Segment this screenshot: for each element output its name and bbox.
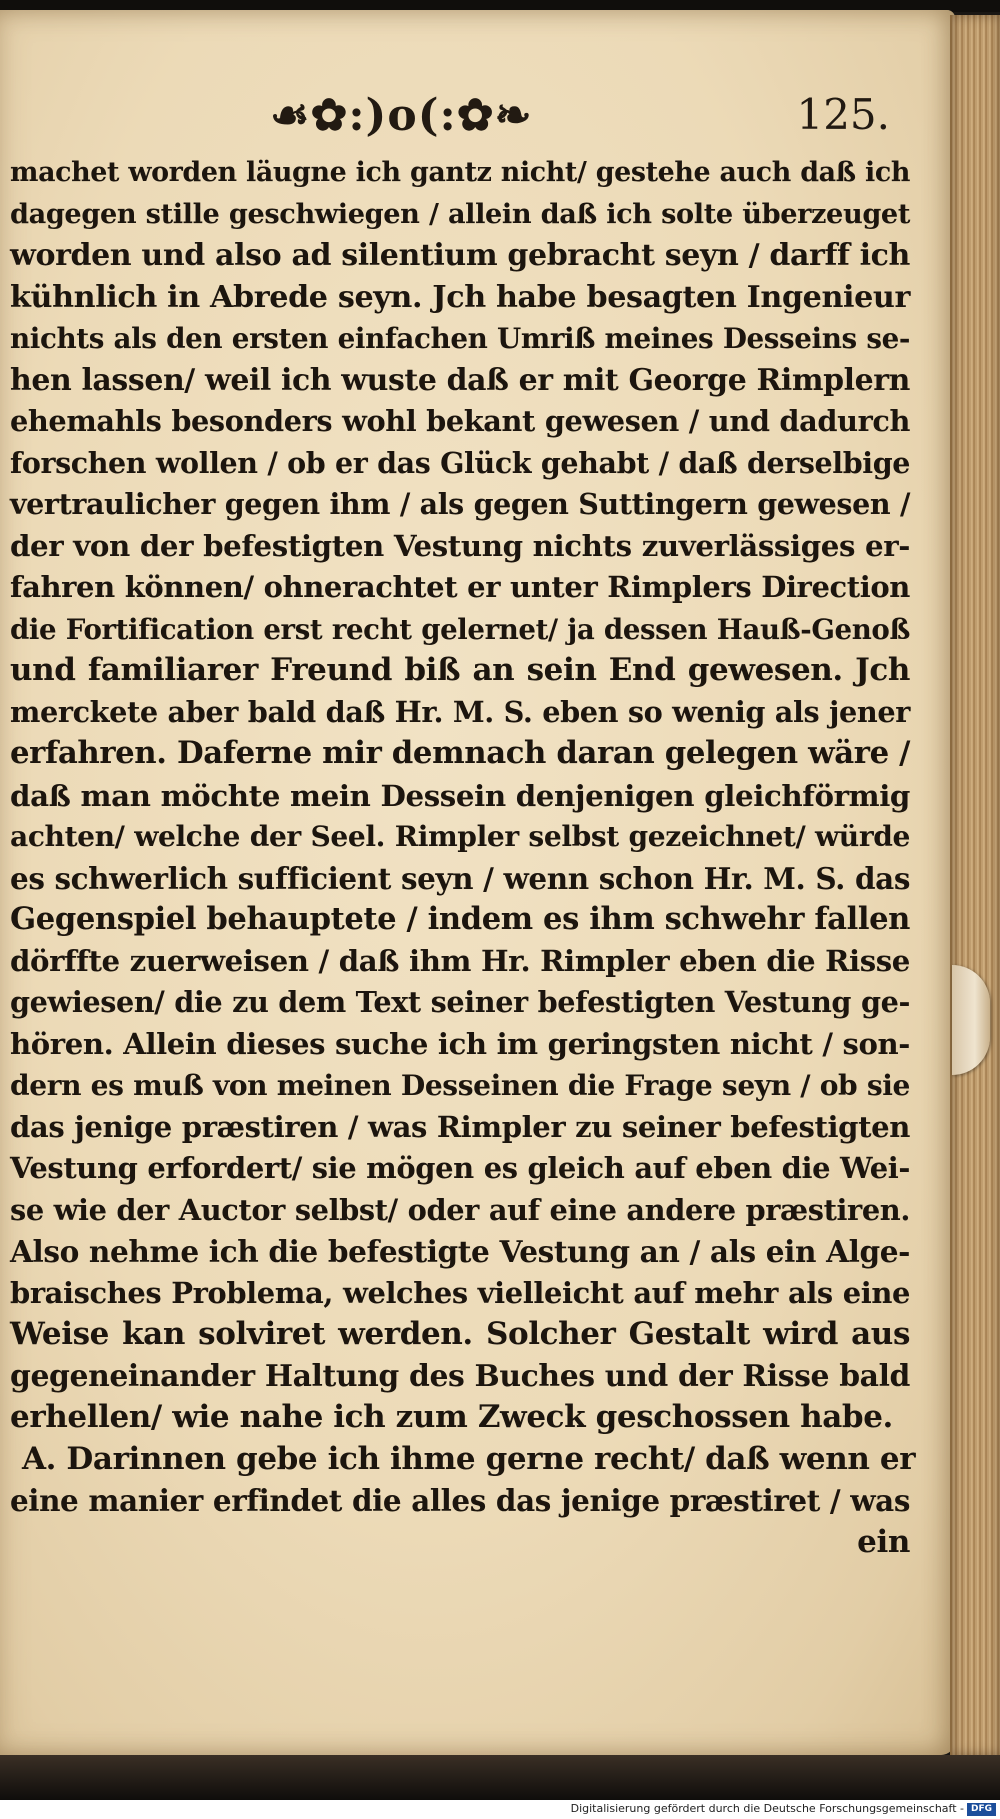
bottom-edge-shadow <box>0 1755 1000 1800</box>
text-line: merckete aber bald daß Hr. M. S. eben so wenig als jener <box>10 694 910 729</box>
page-header <box>270 90 890 150</box>
text-line: Weise kan solviret werden. Solcher Gestalt wird aus <box>10 1316 910 1352</box>
text-line: es schwerlich sufficient seyn / wenn schon Hr. M. S. das <box>10 860 910 896</box>
text-line: dagegen stille geschwiegen / allein daß ich solte überzeuget <box>10 197 910 230</box>
text-line: achten/ welche der Seel. Rimpler selbst gezeichnet/ würde <box>10 820 910 853</box>
funding-credit: Digitalisierung gefördert durch die Deutsche Forschungsgemeinschaft - <box>570 1802 964 1815</box>
text-line: das jenige præstiren / was Rimpler zu seiner befestigten <box>10 1109 910 1144</box>
text-line: braisches Problema, welches vielleicht auf mehr als eine <box>10 1275 910 1310</box>
text-line: Also nehme ich die befestigte Vestung an / als ein Alge- <box>10 1234 910 1269</box>
text-line: hören. Allein dieses suche ich im geringsten nicht / son- <box>10 1026 910 1061</box>
text-line: Gegenspiel behauptete / indem es ihm schwehr fallen <box>10 901 910 937</box>
text-line: nichts als den ersten einfachen Umriß meines Desseins se- <box>10 322 910 355</box>
text-line: se wie der Auctor selbst/ oder auf eine andere præstiren. <box>10 1192 910 1227</box>
text-line: hen lassen/ weil ich wuste daß er mit George Rimplern <box>10 362 910 398</box>
text-line: Vestung erfordert/ sie mögen es gleich auf eben die Wei- <box>10 1151 910 1185</box>
text-line: A. Darinnen gebe ich ihme gerne recht/ daß wenn er <box>22 1440 916 1477</box>
text-line: kühnlich in Abrede seyn. Jch habe besagten Ingenieur <box>10 279 910 315</box>
text-line: machet worden läugne ich gantz nicht/ gestehe auch daß ich <box>10 157 910 188</box>
book-page <box>0 10 955 1755</box>
catchword: ein <box>857 1523 910 1560</box>
text-line: forschen wollen / ob er das Glück gehabt / daß derselbige <box>10 445 910 480</box>
text-line: der von der befestigten Vestung nichts zuverlässiges er- <box>10 528 910 563</box>
text-line: gewiesen/ die zu dem Text seiner befestigten Vestung ge- <box>10 985 910 1019</box>
text-line: erhellen/ wie nahe ich zum Zweck geschossen habe. <box>10 1399 893 1435</box>
text-line: und familiarer Freund biß an sein End gewesen. Jch <box>10 652 910 688</box>
text-line: die Fortification erst recht gelernet/ ja dessen Hauß-Genoß <box>10 612 910 646</box>
text-line: eine manier erfindet die alles das jenige præstiret / was <box>10 1483 910 1518</box>
text-line: gegeneinander Haltung des Buches und der Risse bald <box>10 1358 910 1394</box>
page-number: 125. <box>796 90 890 139</box>
text-line: erfahren. Daferne mir demnach daran gelegen wäre / <box>10 735 910 771</box>
text-line: dörffte zuerweisen / daß ihm Hr. Rimpler eben die Risse <box>10 943 910 978</box>
header-ornament: ☙✿:)o(:✿❧ <box>270 90 533 141</box>
text-line: worden und also ad silentium gebracht seyn / darff ich <box>10 238 910 273</box>
text-line: daß man möchte mein Dessein denjenigen gleichförmig <box>10 777 910 813</box>
body-text <box>10 152 916 1563</box>
dfg-logo: DFG <box>967 1803 996 1816</box>
text-line: ehemahls besonders wohl bekant gewesen / und dadurch <box>10 404 910 438</box>
text-line: fahren können/ ohnerachtet er unter Rimplers Direction <box>10 570 910 604</box>
book-page-edges <box>950 15 1000 1755</box>
text-line: vertraulicher gegen ihm / als gegen Suttingern gewesen / <box>10 487 910 521</box>
digitization-footer <box>0 1800 1000 1819</box>
text-line: dern es muß von meinen Desseinen die Frage seyn / ob sie <box>10 1069 910 1102</box>
